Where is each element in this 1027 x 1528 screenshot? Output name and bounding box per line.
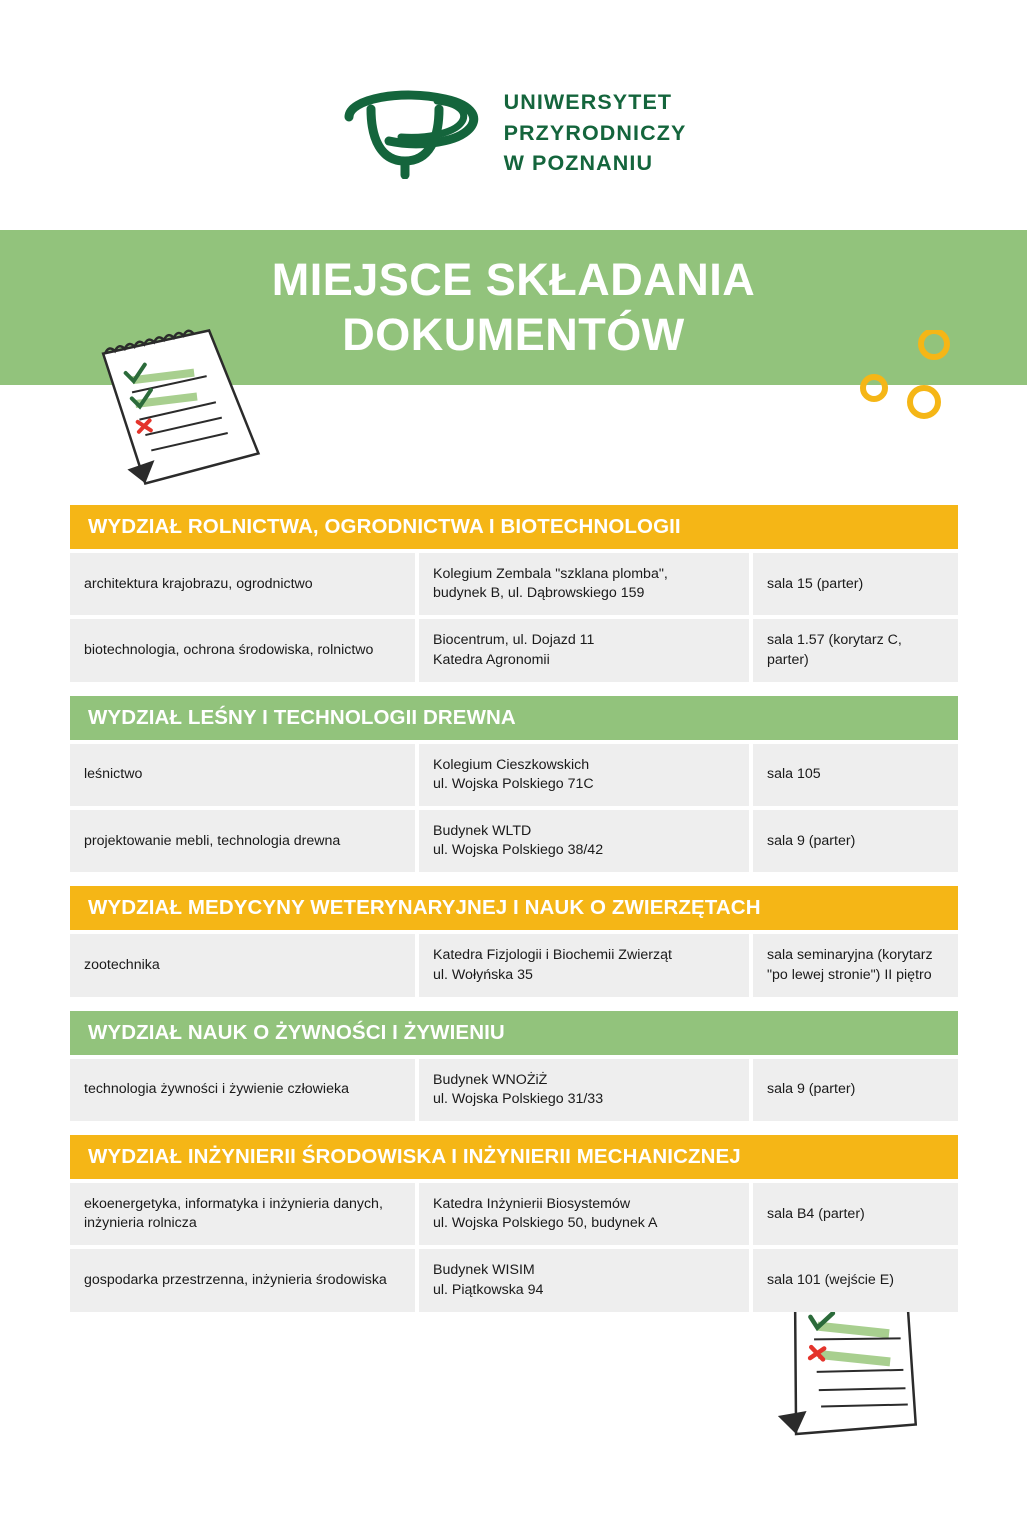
- cell-place: [419, 619, 749, 681]
- room-text: sala 1.57 (korytarz C, parter): [767, 632, 902, 668]
- cell-room: [753, 810, 958, 872]
- place-line-1: Biocentrum, ul. Dojazd 11: [433, 632, 595, 649]
- place-line-2: ul. Piątkowska 94: [433, 1281, 544, 1298]
- room-line-1: sala seminaryjna (korytarz: [767, 947, 933, 964]
- cell-field: [70, 1249, 415, 1311]
- place-line-1: Budynek WLTD: [433, 823, 532, 840]
- university-logo: [0, 78, 1027, 188]
- table-row: [70, 553, 958, 615]
- cell-place: [419, 553, 749, 615]
- place-line-1: Katedra Inżynierii Biosystemów: [433, 1196, 631, 1213]
- field-text: projektowanie mebli, technologia drewna: [84, 832, 341, 849]
- table-row: [70, 619, 958, 681]
- faculty-section: [70, 1011, 958, 1121]
- place-line-1: Budynek WISIM: [433, 1262, 535, 1279]
- place-line-2: ul. Wołyńska 35: [433, 966, 533, 983]
- field-line-2: inżynieria rolnicza: [84, 1215, 197, 1232]
- decorative-dots: [852, 330, 972, 430]
- section-header: WYDZIAŁ LEŚNY I TECHNOLOGII DREWNA: [70, 696, 958, 740]
- section-header: WYDZIAŁ MEDYCYNY WETERYNARYJNEJ I NAUK O ZWIERZĘTACH: [70, 886, 958, 930]
- field-text: technologia żywności i żywienie człowieka: [84, 1081, 349, 1098]
- place-line-2: ul. Wojska Polskiego 50, budynek A: [433, 1215, 658, 1232]
- field-line-1: ekoenergetyka, informatyka i inżynieria danych,: [84, 1196, 383, 1213]
- logo-line-2: PRZYRODNICZY: [503, 120, 687, 145]
- table-row: [70, 744, 958, 806]
- cell-field: [70, 934, 415, 996]
- field-text: gospodarka przestrzenna, inżynieria środowiska: [84, 1271, 387, 1288]
- cell-room: [753, 1059, 958, 1121]
- cell-place: [419, 810, 749, 872]
- page-title-line-2: DOKUMENTÓW: [342, 308, 685, 360]
- faculty-section: [70, 1135, 958, 1312]
- field-text: zootechnika: [84, 956, 160, 973]
- cell-room: [753, 619, 958, 681]
- place-line-2: Katedra Agronomii: [433, 651, 550, 668]
- place-line-1: Kolegium Zembala "szklana plomba",: [433, 566, 668, 582]
- cell-room: [753, 1183, 958, 1245]
- faculty-section: [70, 505, 958, 682]
- cell-field: [70, 553, 415, 615]
- field-text: architektura krajobrazu, ogrodnictwo: [84, 575, 313, 592]
- cell-room: [753, 1249, 958, 1311]
- room-line-2: "po lewej stronie") II piętro: [767, 966, 932, 983]
- place-line-2: ul. Wojska Polskiego 71C: [433, 775, 594, 792]
- cell-place: [419, 934, 749, 996]
- cell-place: [419, 1183, 749, 1245]
- place-line-2: budynek B, ul. Dąbrowskiego 159: [433, 585, 645, 602]
- place-line-1: Katedra Fizjologii i Biochemii Zwierząt: [433, 947, 672, 964]
- room-text: sala 15 (parter): [767, 575, 864, 592]
- faculty-section: [70, 696, 958, 873]
- table-row: [70, 1059, 958, 1121]
- table-row: [70, 1183, 958, 1245]
- room-text: sala 105: [767, 766, 821, 783]
- university-logo-mark: [341, 87, 486, 179]
- cell-room: [753, 553, 958, 615]
- cell-field: [70, 810, 415, 872]
- place-line-2: ul. Wojska Polskiego 31/33: [433, 1090, 604, 1107]
- cell-place: [419, 1249, 749, 1311]
- page-title-line-1: MIEJSCE SKŁADANIA: [271, 253, 756, 305]
- room-text: sala 9 (parter): [767, 1081, 856, 1098]
- room-text: sala 101 (wejście E): [767, 1271, 894, 1288]
- place-line-1: Budynek WNOŻiŻ: [433, 1071, 548, 1088]
- cell-field: [70, 619, 415, 681]
- cell-room: [753, 934, 958, 996]
- cell-place: [419, 744, 749, 806]
- place-line-2: ul. Wojska Polskiego 38/42: [433, 842, 604, 859]
- field-text: leśnictwo: [84, 766, 143, 783]
- logo-line-3: W POZNANIU: [503, 151, 654, 176]
- section-header: WYDZIAŁ INŻYNIERII ŚRODOWISKA I INŻYNIERII MECHANICZNEJ: [70, 1135, 958, 1179]
- page-title: [272, 253, 756, 363]
- cell-room: [753, 744, 958, 806]
- room-text: sala B4 (parter): [767, 1205, 865, 1222]
- place-line-1: Kolegium Cieszkowskich: [433, 756, 590, 773]
- table-row: [70, 810, 958, 872]
- cell-place: [419, 1059, 749, 1121]
- faculty-section: [70, 886, 958, 996]
- logo-line-1: UNIWERSYTET: [503, 90, 673, 115]
- cell-field: [70, 1183, 415, 1245]
- table-row: [70, 1249, 958, 1311]
- checklist-note-icon: [91, 320, 278, 490]
- table-row: [70, 934, 958, 996]
- cell-field: [70, 1059, 415, 1121]
- submission-places-table: [70, 505, 958, 1326]
- field-text: biotechnologia, ochrona środowiska, rolnictwo: [84, 641, 374, 658]
- section-header: WYDZIAŁ NAUK O ŻYWNOŚCI I ŻYWIENIU: [70, 1011, 958, 1055]
- section-header: WYDZIAŁ ROLNICTWA, OGRODNICTWA I BIOTECHNOLOGII: [70, 505, 958, 549]
- cell-field: [70, 744, 415, 806]
- room-text: sala 9 (parter): [767, 832, 856, 849]
